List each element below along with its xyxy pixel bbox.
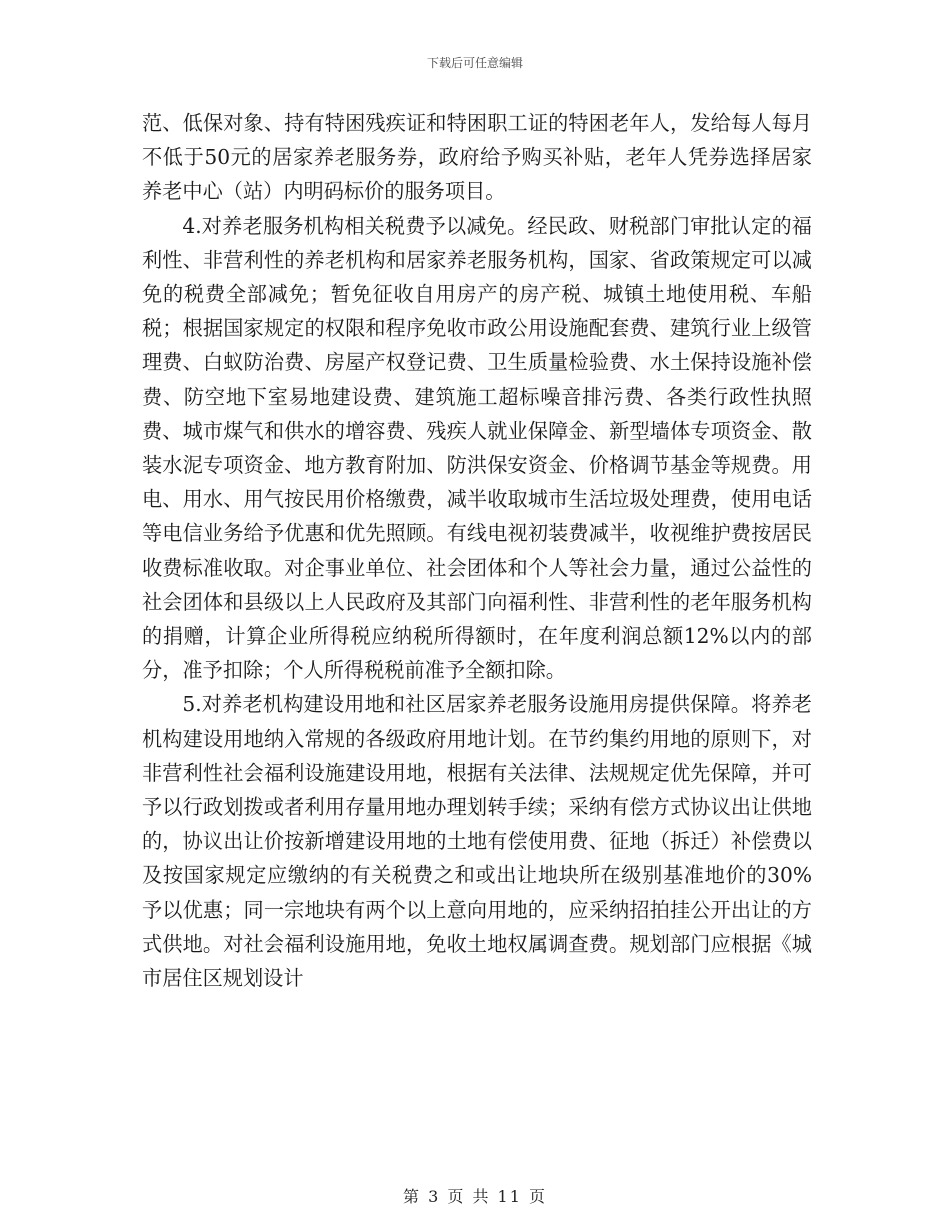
document-body <box>142 106 812 995</box>
paragraph-continued: 范、低保对象、持有特困残疾证和特困职工证的特困老年人，发给每人每月不低于50元的居家养老服务券，政府给予购买补贴，老年人凭券选择居家养老中心（站）内明码标价的服务项目。 <box>142 111 812 204</box>
page-footer: 第 3 页 共 11 页 <box>403 1187 547 1206</box>
paragraph-item-5: 5.对养老机构建设用地和社区居家养老服务设施用房提供保障。将养老机构建设用地纳入常规的各级政府用地计划。在节约集约用地的原则下，对非营利性社会福利设施建设用地，根据有关法律、法规规定优先保障，并可予以行政划拨或者利用存量用地办理划转手续；采纳有偿方式协议出让供地的，协议出让价按新增建设用地的土地有偿使用费、征地（拆迁）补偿费以及按国家规定应缴纳的有关税费之和或出让地块所在级别基准地价的30%予以优惠；同一宗地块有两个以上意向用地的，应采纳招拍挂公开出让的方式供地。对社会福利设施用地，免收土地权属调查费。规划部门应根据《城市居住区规划设计 <box>142 692 812 991</box>
page-header: 下载后可任意编辑 <box>426 56 523 70</box>
paragraph-item-4: 4.对养老服务机构相关税费予以减免。经民政、财税部门审批认定的福利性、非营利性的养老机构和居家养老服务机构，国家、省政策规定可以减免的税费全部减免；暂免征收自用房产的房产税、城镇土地使用税、车船税；根据国家规定的权限和程序免收市政公用设施配套费、建筑行业上级管理费、白蚁防治费、房屋产权登记费、卫生质量检验费、水土保持设施补偿费、防空地下室易地建设费、建筑施工超标噪音排污费、各类行政性执照费、城市煤气和供水的增容费、残疾人就业保障金、新型墙体专项资金、散装水泥专项资金、地方教育附加、防洪保安资金、价格调节基金等规费。用电、用水、用气按民用价格缴费，减半收取城市生活垃圾处理费，使用电话等电信业务给予优惠和优先照顾。有线电视初装费减半，收视维护费按居民收费标准收取。对企事业单位、社会团体和个人等社会力量，通过公益性的社会团体和县级以上人民政府及其部门向福利性、非营利性的老年服务机构的捐赠，计算企业所得税应纳税所得额时，在年度利润总额12%以内的部分，准予扣除；个人所得税税前准予全额扣除。 <box>142 213 812 683</box>
